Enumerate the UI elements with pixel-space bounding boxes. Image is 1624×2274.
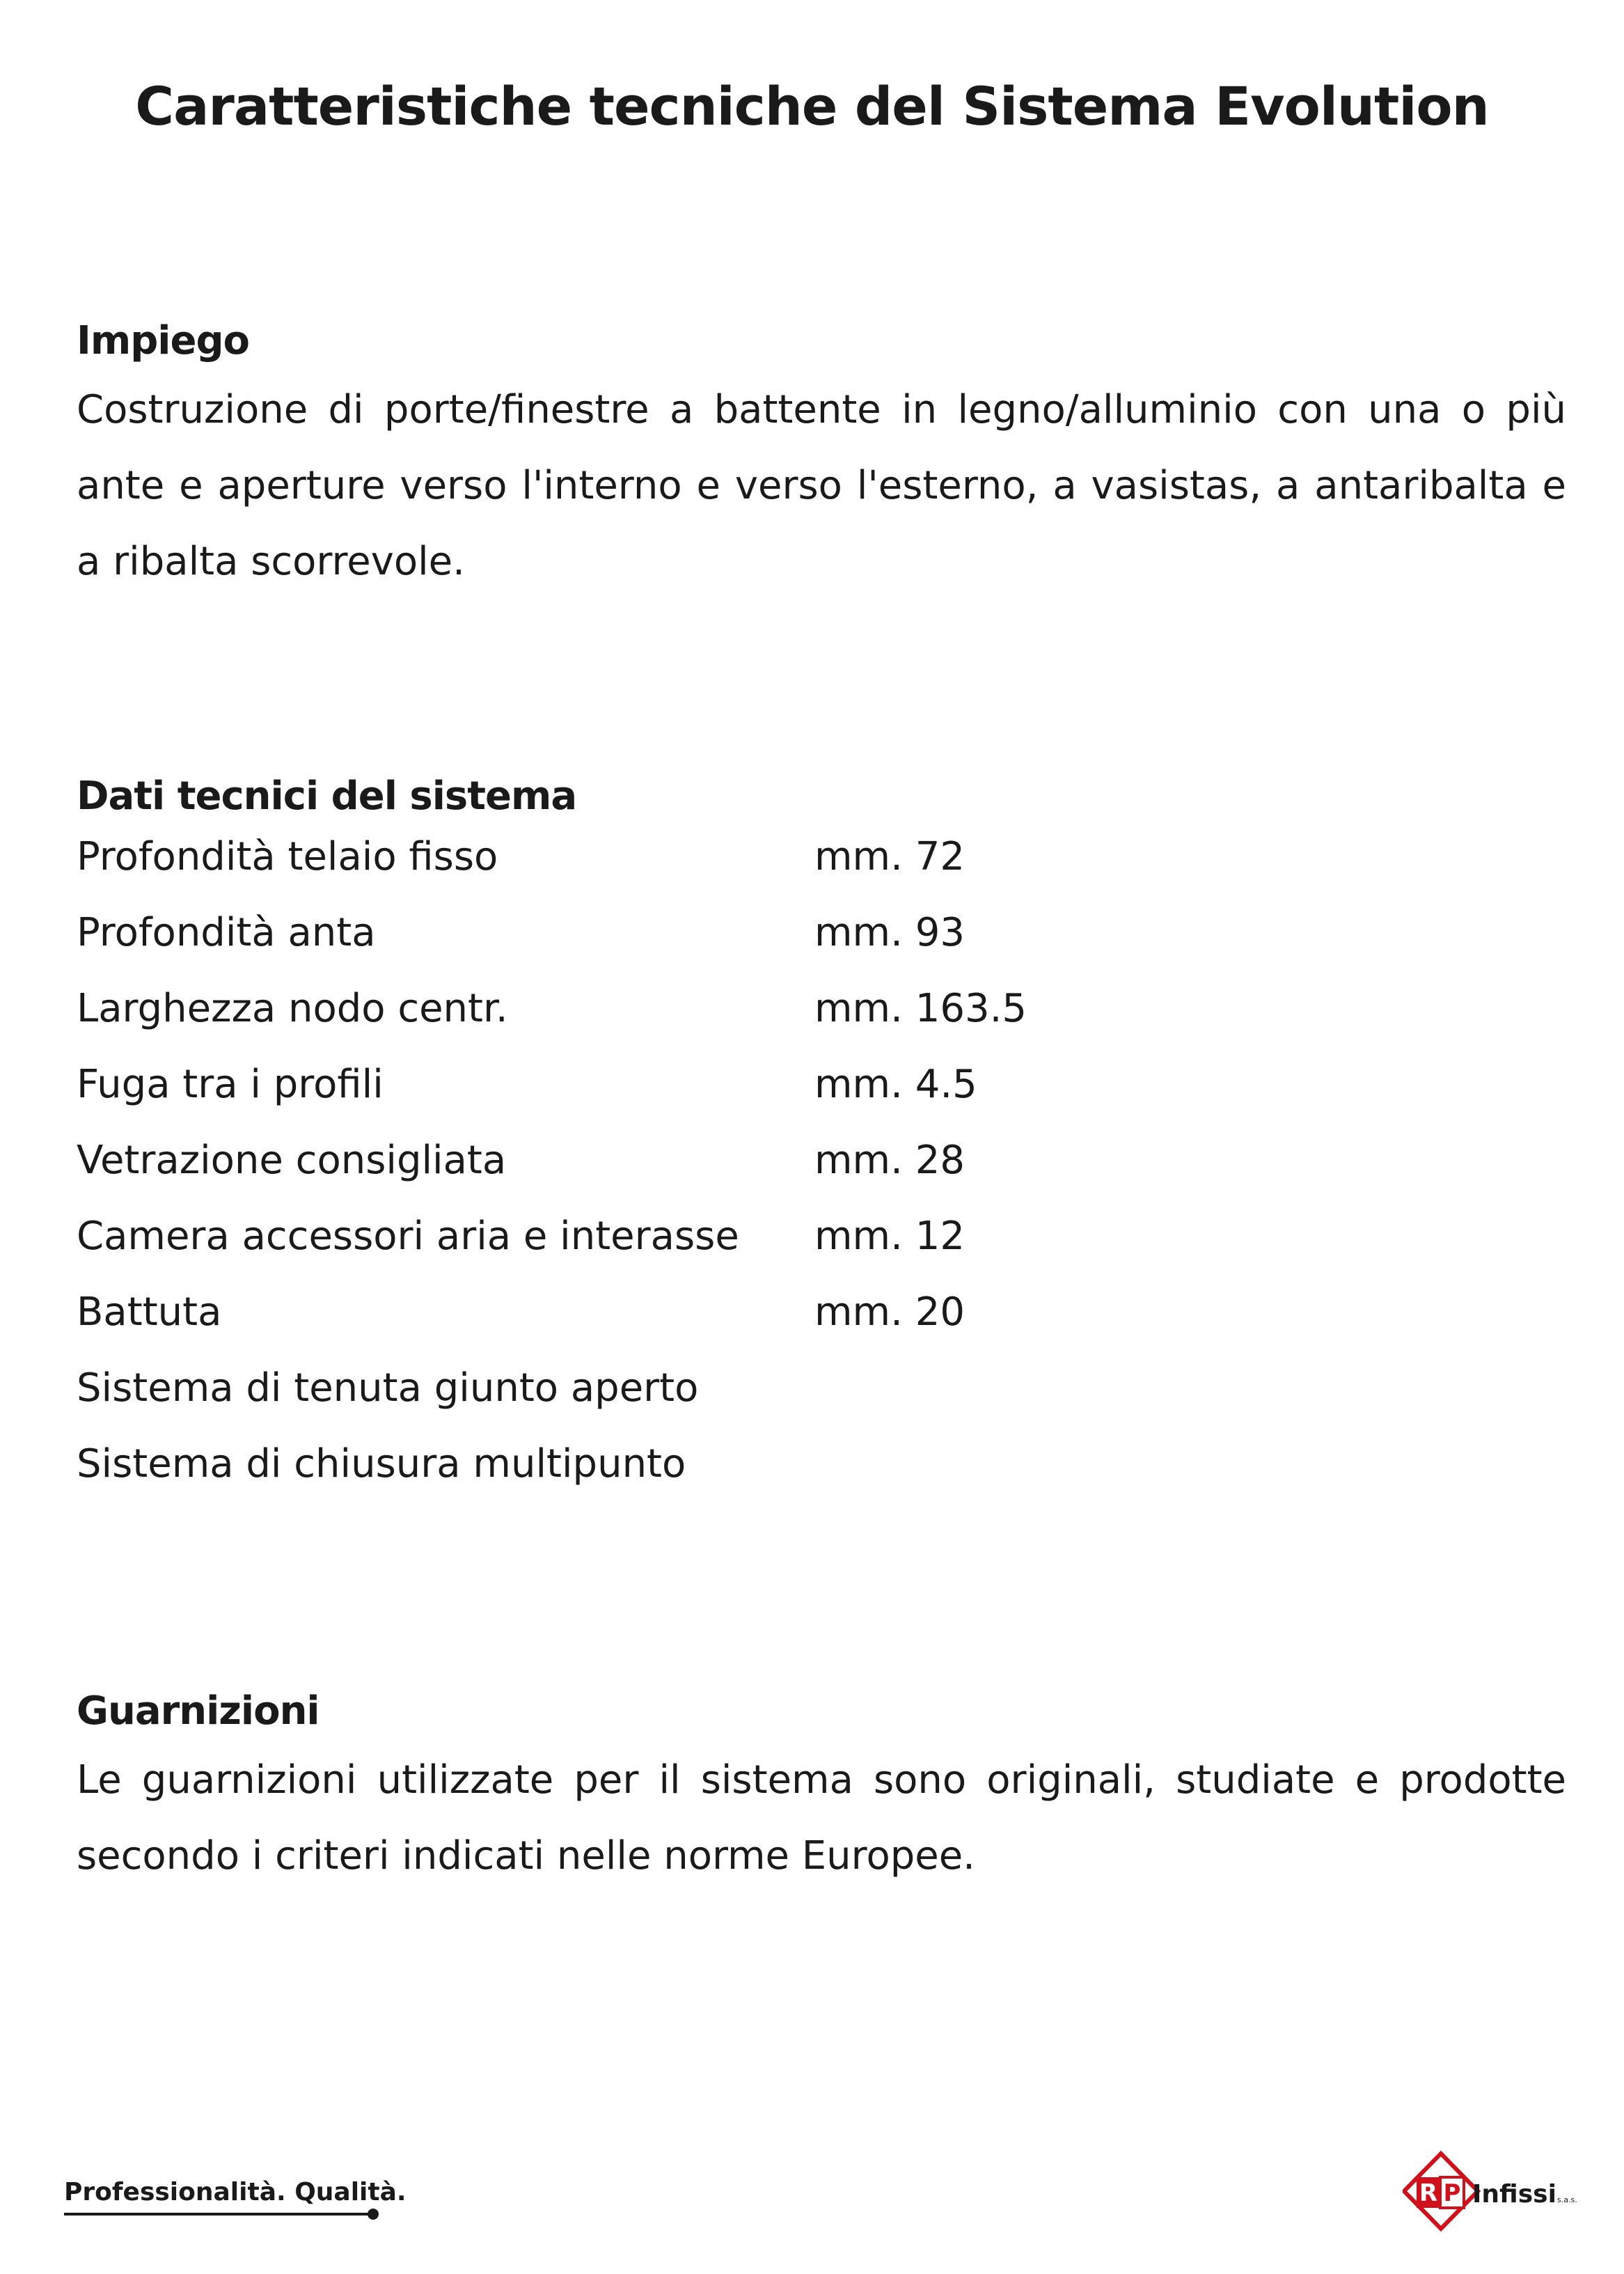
logo-name: Infissi <box>1472 2180 1556 2209</box>
spec-row <box>77 1198 1566 1274</box>
spec-row <box>77 1426 1566 1502</box>
footer-dot <box>368 2209 379 2220</box>
spec-label: Battuta <box>77 1289 222 1335</box>
spec-label: Fuga tra i profili <box>77 1062 384 1107</box>
spec-value: mm. 12 <box>814 1214 965 1259</box>
company-logo <box>1403 2148 1584 2245</box>
spec-row <box>77 1350 1566 1426</box>
spec-value: mm. 163.5 <box>814 986 1027 1031</box>
spec-label: Profondità telaio fisso <box>77 834 498 879</box>
spec-value: mm. 4.5 <box>814 1062 977 1107</box>
spec-row <box>77 1274 1566 1350</box>
footer-divider <box>64 2213 370 2216</box>
rp-infissi-logo <box>1403 2148 1584 2245</box>
footer-slogan: Professionalità. Qualità. <box>64 2178 407 2206</box>
spec-value: mm. 93 <box>814 910 965 955</box>
spec-value: mm. 72 <box>814 834 965 879</box>
guarnizioni-heading: Guarnizioni <box>77 1688 320 1734</box>
guarnizioni-text: Le guarnizioni utilizzate per il sistema sono originali, studiate e prodotte secondo i criteri indicati nelle norme Europee. <box>77 1757 1566 1879</box>
spec-row <box>77 895 1566 971</box>
page-title: Caratteristiche tecniche del Sistema Evolution <box>135 75 1489 137</box>
logo-suffix: s.a.s. <box>1557 2195 1577 2204</box>
spec-row <box>77 971 1566 1046</box>
section-guarnizioni <box>77 1682 1566 1894</box>
logo-r-letter: R <box>1419 2179 1438 2207</box>
impiego-heading: Impiego <box>77 318 250 363</box>
section-dati-tecnici <box>77 767 1566 1502</box>
spec-label: Larghezza nodo centr. <box>77 986 508 1031</box>
dati-heading: Dati tecnici del sistema <box>77 774 577 819</box>
spec-value: mm. 28 <box>814 1138 965 1183</box>
section-impiego <box>77 312 1566 599</box>
spec-row <box>77 1046 1566 1122</box>
spec-row <box>77 1122 1566 1198</box>
spec-label: Profondità anta <box>77 910 376 955</box>
logo-p-letter: P <box>1443 2179 1461 2207</box>
spec-label: Vetrazione consigliata <box>77 1138 507 1183</box>
spec-value: mm. 20 <box>814 1289 965 1335</box>
spec-label: Sistema di tenuta giunto aperto <box>77 1365 699 1411</box>
spec-label: Camera accessori aria e interasse <box>77 1214 739 1259</box>
spec-list <box>77 819 1566 1502</box>
spec-label: Sistema di chiusura multipunto <box>77 1441 686 1487</box>
spec-row <box>77 819 1566 895</box>
impiego-text: Costruzione di porte/finestre a battente in legno/alluminio con una o più ante e aperture verso l'interno e verso l'esterno, a vasistas, a antaribalta e a ribalta scorrevole. <box>77 387 1566 584</box>
